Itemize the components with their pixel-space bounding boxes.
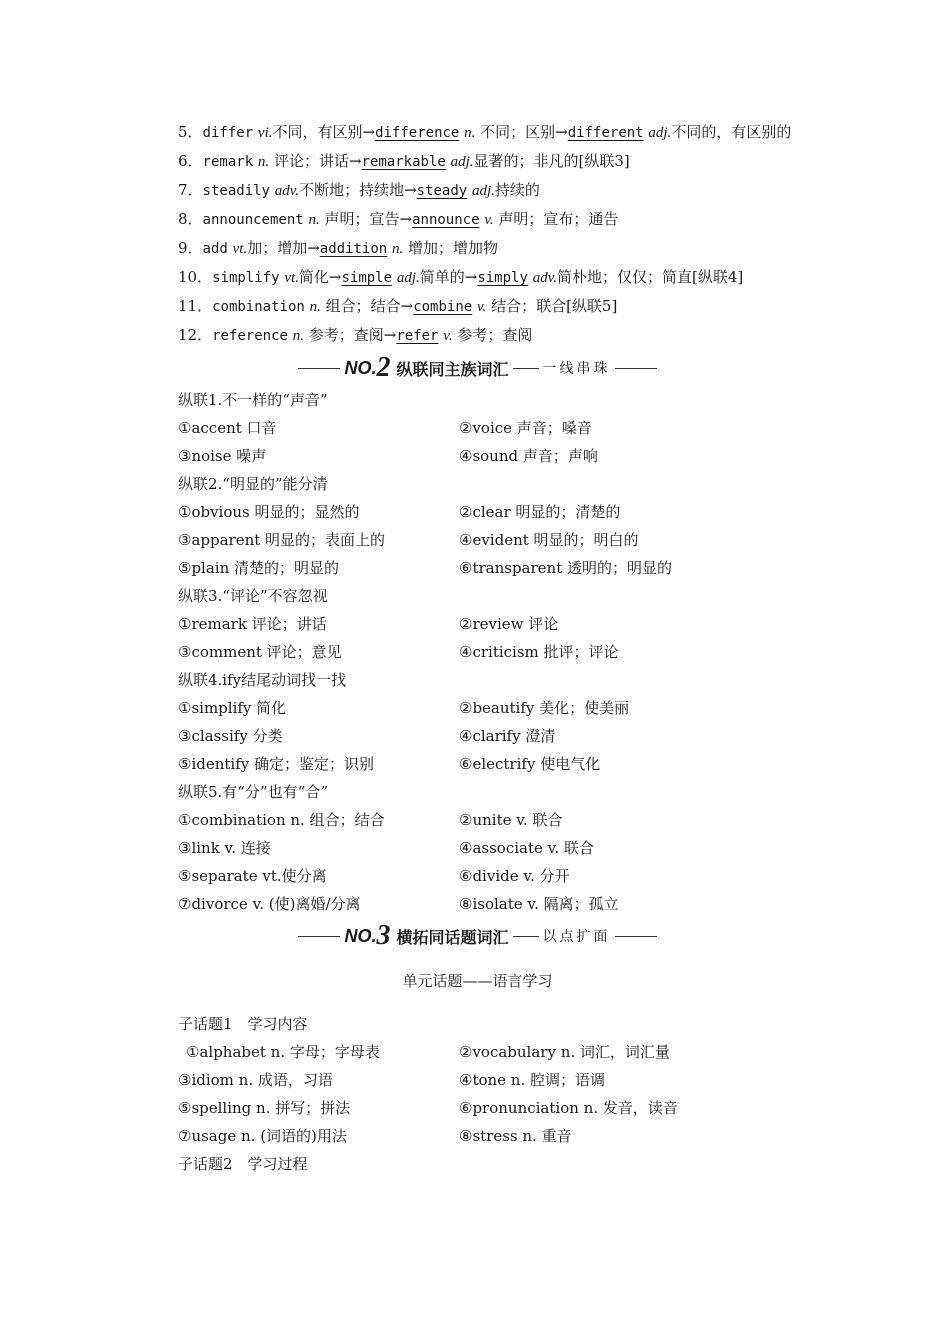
derivative-list — [145, 118, 810, 350]
banner-rule-left — [298, 936, 340, 937]
pair-row: ⑤identify 确定；鉴定；识别 ⑥electrify 使电气化 — [178, 755, 601, 773]
pair-row: ③idiom n. 成语，习语 ④tone n. 腔调；语调 — [178, 1071, 606, 1089]
group-heading: 纵联5.有“分”也有“合” — [178, 783, 328, 801]
list-item: 9．add vt.加；增加→addition n. 增加；增加物 — [178, 239, 499, 257]
pair-row: ③comment 评论；意见 ④criticism 批评；评论 — [178, 643, 619, 661]
banner-rule-right — [615, 936, 657, 937]
group-heading: 纵联1.不一样的“声音” — [178, 391, 328, 409]
banner-title: 横拓同话题词汇 — [396, 927, 509, 947]
pair-row: ①combination n. 组合；结合 ②unite v. 联合 — [178, 811, 563, 829]
banner-subtitle: 以点扩面 — [542, 929, 611, 945]
subtopic-heading: 子话题1 学习内容 — [178, 1015, 308, 1033]
pair-row: ①simplify 简化 ②beautify 美化；使美丽 — [178, 699, 630, 717]
group-heading: 纵联4.ify结尾动词找一找 — [178, 671, 347, 689]
pair-row: ⑦usage n. (词语的)用法 ⑧stress n. 重音 — [178, 1127, 572, 1145]
pair-row: ⑤separate vt.使分离 ⑥divide v. 分开 — [178, 867, 570, 885]
pair-row: ③classify 分类 ④clarify 澄清 — [178, 727, 556, 745]
pair-row: ①obvious 明显的；显然的 ②clear 明显的；清楚的 — [178, 503, 621, 521]
banner-no-label: NO. — [344, 357, 377, 378]
banner-dash — [513, 936, 539, 937]
list-item: 7．steadily adv.不断地；持续地→steady adj.持续的 — [178, 181, 540, 199]
pair-row: ③noise 噪声 ④sound 声音；声响 — [178, 447, 598, 465]
banner-number: 3 — [376, 920, 391, 951]
pair-row: ⑦divorce v. (使)离婚/分离 ⑧isolate v. 隔离；孤立 — [178, 895, 619, 913]
banner-rule-left — [298, 368, 340, 369]
pair-row: ⑤spelling n. 拼写；拼法 ⑥pronunciation n. 发音，读音 — [178, 1099, 678, 1117]
banner-rule-right — [615, 368, 657, 369]
list-item: 12．reference n. 参考；查阅→refer v. 参考；查阅 — [178, 326, 533, 344]
document-body — [145, 118, 810, 1178]
pair-row: ③link v. 连接 ④associate v. 联合 — [178, 839, 594, 857]
section-banner-2 — [145, 352, 810, 384]
group-heading: 纵联2.“明显的”能分清 — [178, 475, 328, 493]
pair-row: ③apparent 明显的；表面上的 ④evident 明显的；明白的 — [178, 531, 639, 549]
word-family-section — [145, 386, 810, 918]
section-banner-3 — [145, 920, 810, 952]
pair-row: ①accent 口音 ②voice 声音；嗓音 — [178, 419, 592, 437]
pair-row: ①alphabet n. 字母；字母表 ②vocabulary n. 词汇，词汇量 — [186, 1043, 670, 1061]
list-item: 6．remark n. 评论；讲话→remarkable adj.显著的；非凡的[纵联3] — [178, 152, 630, 170]
group-heading: 纵联3.“评论”不容忽视 — [178, 587, 328, 605]
subtopic-heading: 子话题2 学习过程 — [178, 1155, 308, 1173]
banner-subtitle: 一线串珠 — [542, 361, 611, 377]
list-item: 5．differ vi.不同，有区别→difference n. 不同；区别→different adj.不同的，有区别的 — [178, 123, 792, 141]
pair-row: ①remark 评论；讲话 ②review 评论 — [178, 615, 559, 633]
list-item: 11．combination n. 组合；结合→combine v. 结合；联合[纵联5] — [178, 297, 618, 315]
banner-no-label: NO. — [344, 925, 377, 946]
banner-title: 纵联同主族词汇 — [396, 359, 509, 379]
list-item: 10．simplify vt.简化→simple adj.简单的→simply adv.简朴地；仅仅；简直[纵联4] — [178, 268, 744, 286]
list-item: 8．announcement n. 声明；宣告→announce v. 声明；宣布；通告 — [178, 210, 619, 228]
banner-number: 2 — [376, 352, 391, 383]
topic-vocab-section — [145, 967, 810, 1178]
banner-dash — [513, 368, 539, 369]
pair-row: ⑤plain 清楚的；明显的 ⑥transparent 透明的；明显的 — [178, 559, 672, 577]
unit-topic: 单元话题——语言学习 — [402, 972, 553, 990]
